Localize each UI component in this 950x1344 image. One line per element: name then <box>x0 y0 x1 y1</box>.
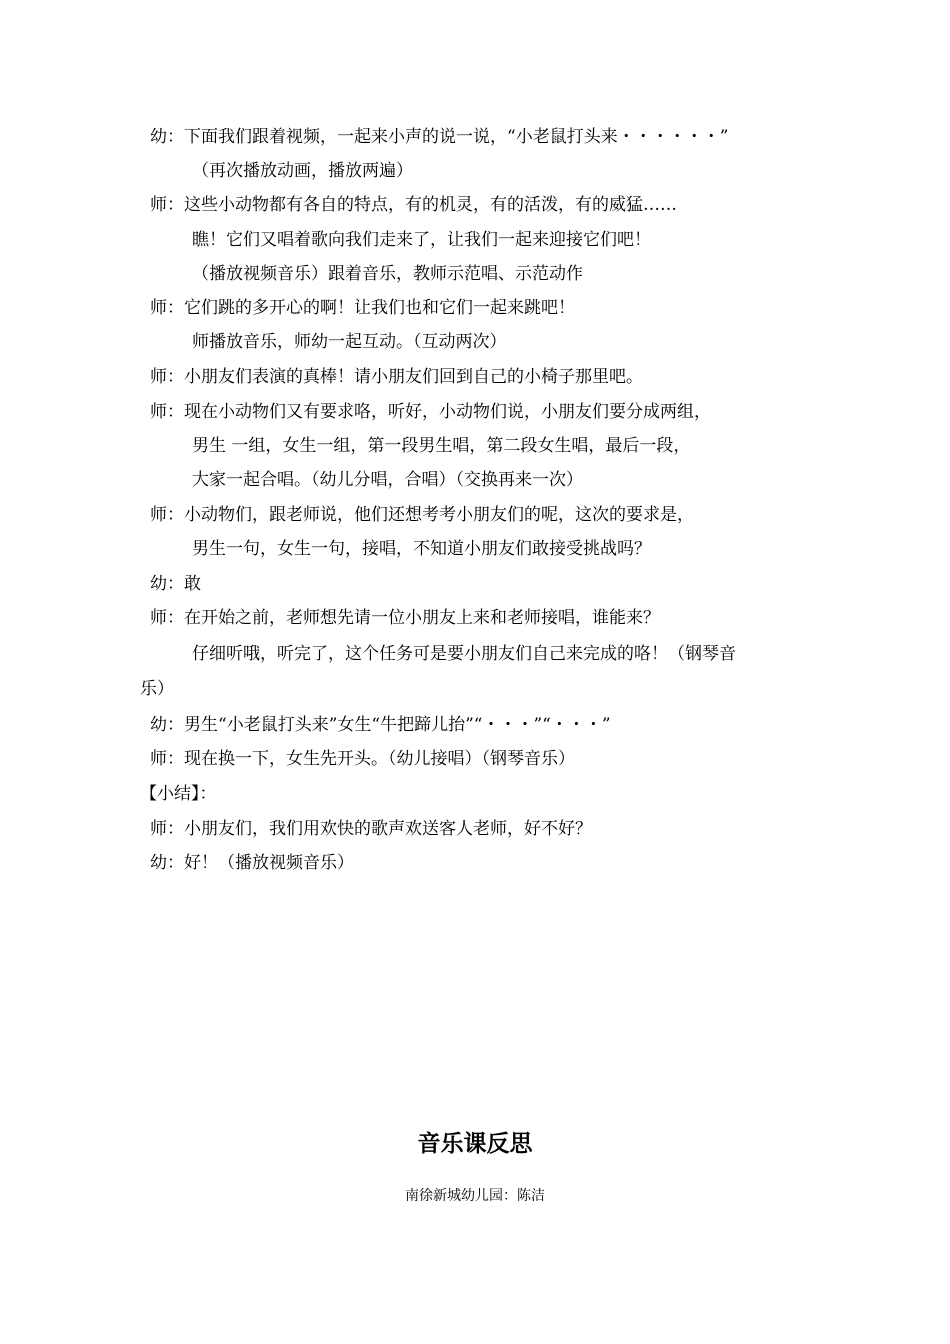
transcript-line: 幼：男生“小老鼠打头来”女生“牛把蹄儿抬”“・・・”“・・・” <box>150 715 611 735</box>
transcript-line: 大家一起合唱。（幼儿分唱，合唱）（交换再来一次） <box>192 470 583 490</box>
transcript-line: 瞧！它们又唱着歌向我们走来了，让我们一起来迎接它们吧！ <box>192 230 651 250</box>
transcript-line: 幼：下面我们跟着视频，一起来小声的说一说，“小老鼠打头来・・・・・・” <box>150 127 729 147</box>
transcript-line: 仔细听哦，听完了，这个任务可是要小朋友们自己来完成的咯！（钢琴音 <box>192 644 736 664</box>
transcript-line: 幼：敢 <box>150 574 201 594</box>
transcript-line: 师：这些小动物都有各自的特点，有的机灵，有的活泼，有的威猛…… <box>150 195 677 215</box>
transcript-line: 师：在开始之前，老师想先请一位小朋友上来和老师接唱，谁能来？ <box>150 608 660 628</box>
reflection-title: 音乐课反思 <box>417 1131 533 1157</box>
transcript-line: 师：小动物们，跟老师说，他们还想考考小朋友们的呢，这次的要求是， <box>150 505 694 525</box>
transcript-line: 男生一句，女生一句，接唱，不知道小朋友们敢接受挑战吗？ <box>192 539 651 559</box>
transcript-line: 幼：好！（播放视频音乐） <box>150 853 354 873</box>
transcript-line: 师：小朋友们表演的真棒！请小朋友们回到自己的小椅子那里吧。 <box>150 367 643 387</box>
transcript-line: 师：它们跳的多开心的啊！让我们也和它们一起来跳吧！ <box>150 298 575 318</box>
transcript-line: 师：小朋友们，我们用欢快的歌声欢送客人老师，好不好？ <box>150 819 592 839</box>
transcript-line: 男生 一组，女生一组，第一段男生唱，第二段女生唱，最后一段， <box>192 436 691 456</box>
transcript-line: 师播放音乐，师幼一起互动。（互动两次） <box>192 332 507 352</box>
summary-heading: 【小结】： <box>140 784 217 804</box>
reflection-author: 南徐新城幼儿园：陈洁 <box>405 1188 545 1204</box>
transcript-line: （播放视频音乐）跟着音乐，教师示范唱、示范动作 <box>192 264 583 284</box>
transcript-line: （再次播放动画，播放两遍） <box>192 161 413 181</box>
transcript-line: 师：现在换一下，女生先开头。（幼儿接唱）（钢琴音乐） <box>150 749 575 769</box>
transcript-line: 乐） <box>140 679 174 699</box>
transcript-line: 师：现在小动物们又有要求咯，听好，小动物们说，小朋友们要分成两组， <box>150 402 711 422</box>
